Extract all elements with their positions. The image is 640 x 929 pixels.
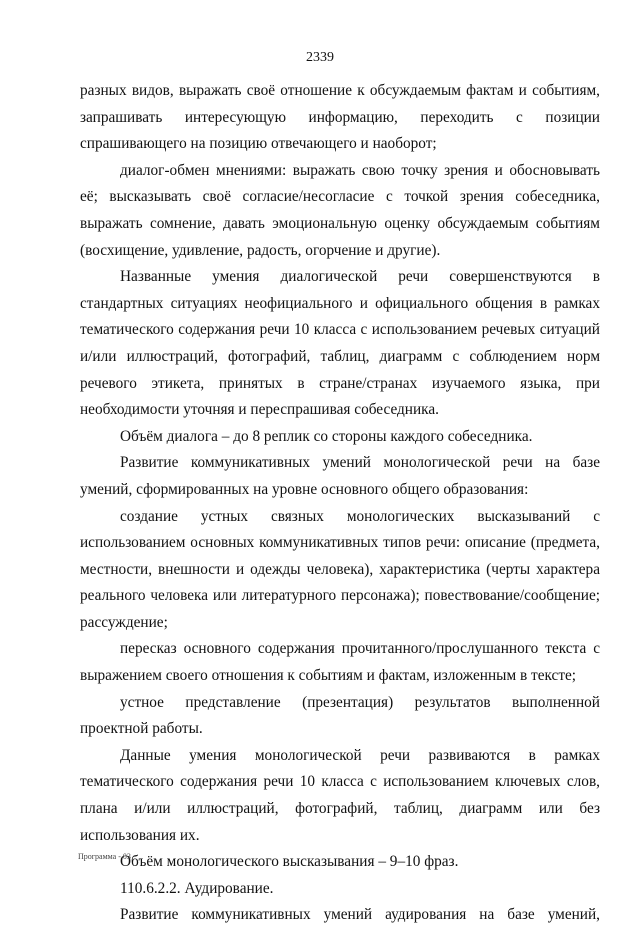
paragraph-dialogue-skills: Названные умения диалогической речи совершенствуются в стандартных ситуациях неофициального и официального общения в рамках тематического содержания речи 10 класса с использованием речевых ситуаций и/или иллюстраций, фотографий, таблиц, диаграмм с соблюдением норм речевого этикета, принятых в стране/странах изучаемого языка, при необходимости уточняя и переспрашивая собеседника. bbox=[80, 268, 600, 419]
section-heading-listening: 110.6.2.2. Аудирование. bbox=[120, 879, 274, 897]
page-number: 2339 bbox=[306, 50, 334, 65]
paragraph-listening-intro: Развитие коммуникативных умений аудирования на базе умений, bbox=[120, 906, 600, 924]
paragraph-dialogue-continuation: разных видов, выражать своё отношение к обсуждаемым фактам и событиям, запрашивать интересующую информацию, переходить с позиции спрашивающего на позицию отвечающего и наоборот; bbox=[80, 82, 600, 153]
paragraph-monologue-intro: Развитие коммуникативных умений монологической речи на базе умений, сформированных на уровне основного общего образования: bbox=[80, 454, 600, 498]
paragraph-monologue-skills: Данные умения монологической речи развиваются в рамках тематического содержания речи 10 класса с использованием ключевых слов, плана и/или иллюстраций, фотографий, таблиц, диаграмм или без использования их. bbox=[80, 746, 600, 844]
paragraph-monologue-volume: Объём монологического высказывания – 9–10 фраз. bbox=[120, 853, 459, 871]
paragraph-dialogue-volume: Объём диалога – до 8 реплик со стороны каждого собеседника. bbox=[120, 427, 533, 445]
paragraph-dialogue-exchange: диалог-обмен мнениями: выражать свою точку зрения и обосновывать её; высказывать своё согласие/несогласие с точкой зрения собеседника, выражать сомнение, давать эмоциональную оценку обсуждаемым событиям (восхищение, удивление, радость, огорчение и другие). bbox=[80, 161, 600, 259]
paragraph-retelling: пересказ основного содержания прочитанного/прослушанного текста с выражением своего отношения к событиям и фактам, изложенным в тексте; bbox=[80, 640, 600, 685]
paragraph-monologue-creation: создание устных связных монологических высказываний с использованием основных коммуникативных типов речи: описание (предмета, местности, внешности и одежды человека), характеристика (черты характера реального человека или литературного персонажа); повествование/сообщение; рассуждение; bbox=[80, 507, 600, 631]
footer-label: Программа - 03 bbox=[78, 852, 131, 861]
body-text bbox=[80, 78, 600, 929]
paragraph-presentation: устное представление (презентация) результатов выполненной проектной работы. bbox=[80, 693, 600, 738]
